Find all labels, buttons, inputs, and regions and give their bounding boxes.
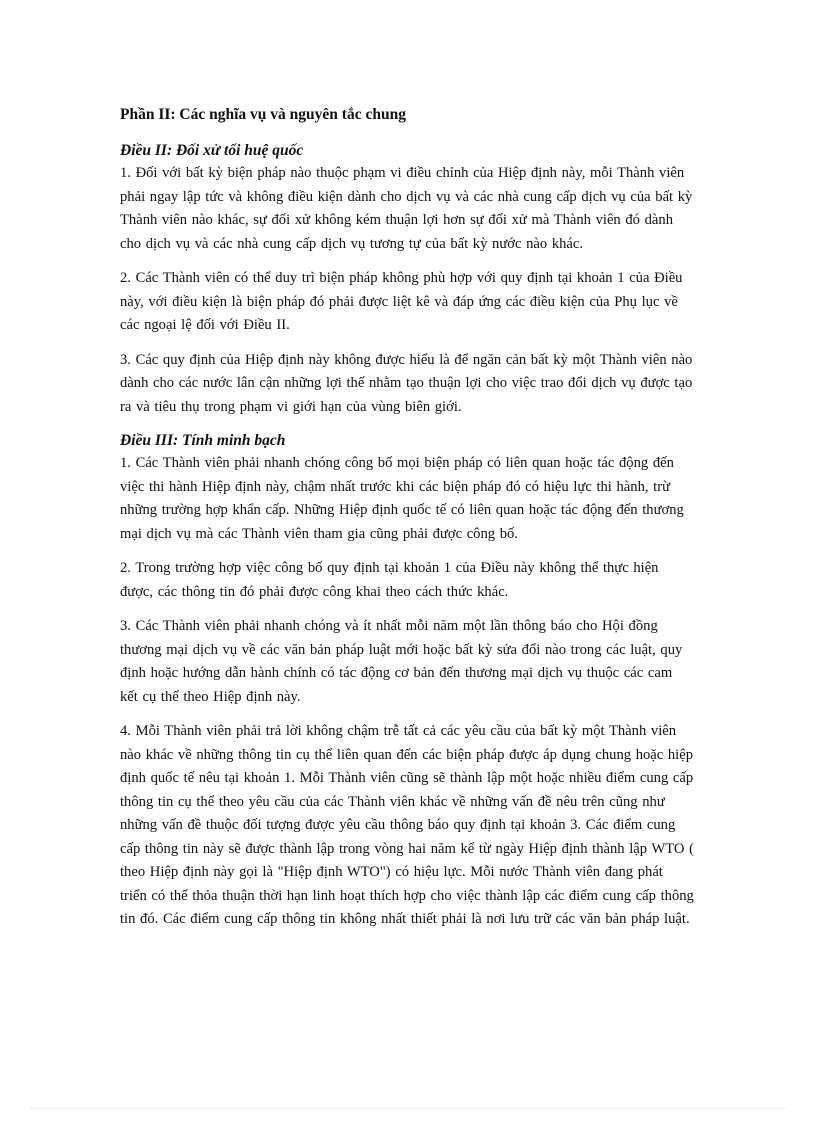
document-body (120, 104, 694, 943)
article-2-paragraph-2: 2. Các Thành viên có thể duy trì biện pháp không phù hợp với quy định tại khoản 1 của Điều này, với điều kiện là biện pháp đó phải được liệt kê và đáp ứng các điều kiện của Phụ lục về các ngoại lệ đối với Điều II. (120, 270, 683, 333)
part-title: Phần II: Các nghĩa vụ và nguyên tắc chung (120, 106, 406, 123)
article-3-paragraph-4: 4. Mỗi Thành viên phải trả lời không chậm trễ tất cả các yêu cầu của bất kỳ một Thành viên nào khác về những thông tin cụ thể liên quan đến các biện pháp được áp dụng chung hoặc hiệp định quốc tế nêu tại khoản 1. Mỗi Thành viên cũng sẽ thành lập một hoặc nhiều điểm cung cấp thông tin cụ thể theo yêu cầu của các Thành viên khác về những vấn đề nêu trên cũng như những vấn đề thuộc đối tượng được yêu cầu thông báo quy định tại khoản 3. Các điểm cung cấp thông tin này sẽ được thành lập trong vòng hai năm kể từ ngày Hiệp định thành lập WTO ( theo Hiệp định này gọi là "Hiệp định WTO") có hiệu lực. Mỗi nước Thành viên đang phát triển có thể thỏa thuận thời hạn linh hoạt thích hợp cho việc thành lập các điểm cung cấp thông tin đó. Các điểm cung cấp thông tin không nhất thiết phải là nơi lưu trữ các văn bản pháp luật. (120, 723, 694, 927)
page-bottom-divider (30, 1108, 786, 1109)
article-3-paragraph-3: 3. Các Thành viên phải nhanh chóng và ít nhất mỗi năm một lần thông báo cho Hội đồng thương mại dịch vụ về các văn bản pháp luật mới hoặc bất kỳ sửa đổi nào trong các luật, quy định hoặc hướng dẫn hành chính có tác động cơ bản đến thương mại dịch vụ thuộc các cam kết cụ thể theo Hiệp định này. (120, 618, 683, 705)
article-3-paragraph-1: 1. Các Thành viên phải nhanh chóng công bố mọi biện pháp có liên quan hoặc tác động đến việc thi hành Hiệp định này, chậm nhất trước khi các biện pháp đó có hiệu lực thi hành, trừ những trường hợp khẩn cấp. Những Hiệp định quốc tế có liên quan hoặc tác động đến thương mại dịch vụ mà các Thành viên tham gia cũng phải được công bố. (120, 455, 684, 542)
article-2-paragraph-1: 1. Đối với bất kỳ biện pháp nào thuộc phạm vi điều chỉnh của Hiệp định này, mỗi Thành viên phải ngay lập tức và không điều kiện dành cho dịch vụ và các nhà cung cấp dịch vụ của bất kỳ Thành viên nào khác, sự đối xử không kém thuận lợi hơn sự đối xử mà Thành viên đó dành cho dịch vụ và các nhà cung cấp dịch vụ tương tự của bất kỳ nước nào khác. (120, 165, 693, 252)
article-2 (120, 140, 694, 419)
article-title: Điều II: Đối xử tối huệ quốc (120, 142, 304, 159)
article-3-paragraph-2: 2. Trong trường hợp việc công bố quy định tại khoản 1 của Điều này không thể thực hiện được, các thông tin đó phải được công khai theo cách thức khác. (120, 560, 659, 600)
article-2-paragraph-3: 3. Các quy định của Hiệp định này không được hiểu là để ngăn cản bất kỳ một Thành viên nào dành cho các nước lân cận những lợi thế nhằm tạo thuận lợi cho việc trao đổi dịch vụ được tạo ra và tiêu thụ trong phạm vi giới hạn của vùng biên giới. (120, 351, 693, 415)
article-title: Điều III: Tính minh bạch (120, 432, 286, 449)
article-3 (120, 430, 694, 932)
